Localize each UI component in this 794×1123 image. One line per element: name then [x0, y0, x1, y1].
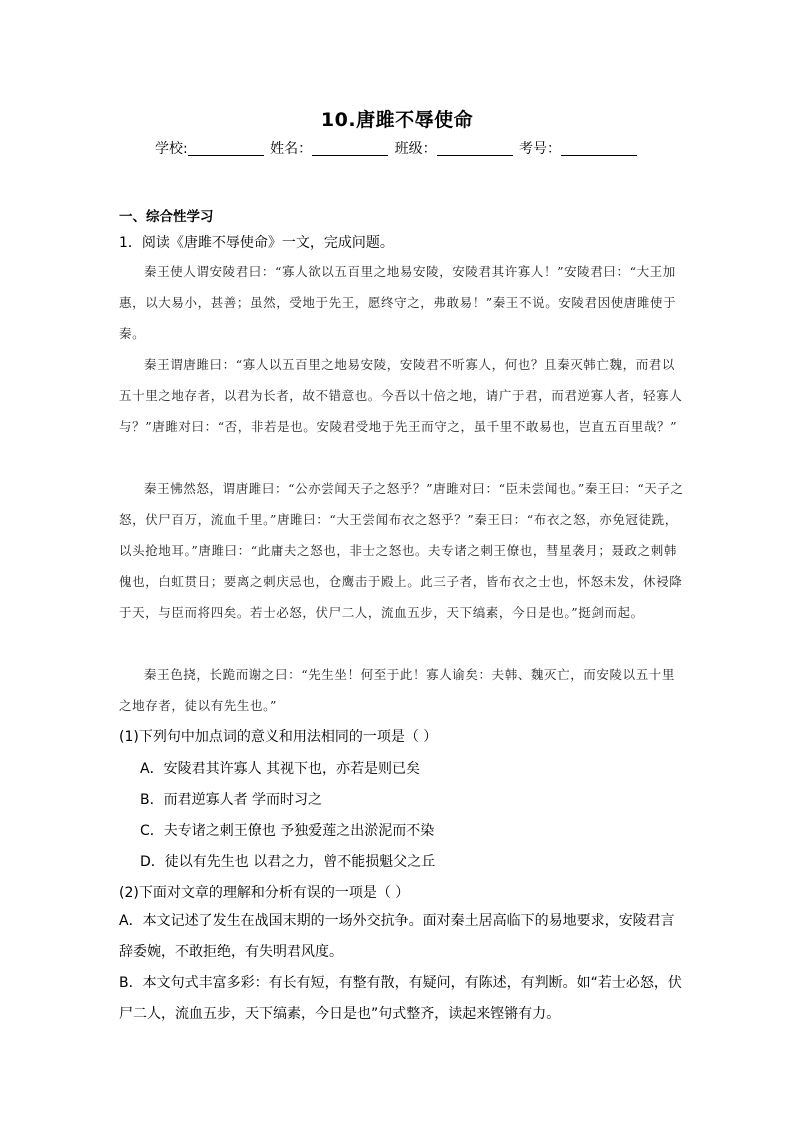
- question-stem: 1．阅读《唐雎不辱使命》一文，完成问题。: [119, 235, 394, 251]
- name-label: 姓名：: [270, 141, 313, 157]
- subquestion-2-stem: (2)下面对文章的理解和分析有误的一项是（ ）: [119, 885, 410, 901]
- section-heading: 一、综合性学习: [119, 209, 214, 225]
- subquestion-2-option-a[interactable]: A．本文记述了发生在战国末期的一场外交抗争。面对秦土居高临下的易地要求，安陵君言辞委婉，不敢拒绝，有失明君风度。: [119, 913, 675, 960]
- school-label: 学校:: [154, 141, 188, 157]
- student-info-line: [0, 138, 794, 158]
- passage-paragraph-4: 秦王色挠，长跪而谢之曰：“先生坐！何至于此！寡人谕矣：夫韩、魏灭亡，而安陵以五十里之地存者，徒以有先生也。”: [119, 667, 675, 713]
- subquestion-1-option-c[interactable]: C．夫专诸之刺王僚也 予独爱莲之出淤泥而不染: [140, 823, 435, 839]
- passage-paragraph-1: 秦王使人谓安陵君曰：“寡人欲以五百里之地易安陵，安陵君其许寡人！”安陵君曰：“大王加惠，以大易小，甚善；虽然，受地于先王，愿终守之，弗敢易！”秦王不说。安陵君因使唐雎使于秦。: [119, 264, 677, 341]
- passage-paragraph-2: 秦王谓唐雎曰：“寡人以五百里之地易安陵，安陵君不听寡人，何也？且秦灭韩亡魏，而君以五十里之地存者，以君为长者，故不错意也。今吾以十倍之地，请广于君，而君逆寡人者，轻寡人与？”唐雎对曰：“否，非若是也。安陵君受地于先王而守之，虽千里不敢易也，岂直五百里哉？”: [119, 357, 683, 434]
- class-blank[interactable]: [437, 141, 513, 156]
- subquestion-1-option-a[interactable]: A．安陵君其许寡人 其视下也，亦若是则已矣: [140, 761, 421, 777]
- subquestion-1-stem: (1)下列句中加点词的意义和用法相同的一项是（ ）: [119, 729, 438, 745]
- subquestion-1-option-b[interactable]: B．而君逆寡人者 学而时习之: [140, 792, 323, 808]
- page-title: 10.唐雎不辱使命: [320, 109, 474, 131]
- subquestion-1-option-d[interactable]: D．徒以有先生也 以君之力，曾不能损魁父之丘: [140, 854, 436, 870]
- subquestion-2-option-b[interactable]: B．本文句式丰富多彩：有长有短，有整有散，有疑问，有陈述，有判断。如“若士必怒，伏尸二人，流血五步，天下缟素，今日是也”句式整齐，读起来铿锵有力。: [119, 975, 682, 1022]
- name-blank[interactable]: [312, 141, 388, 156]
- passage-paragraph-3: 秦王怫然怒，谓唐雎曰：“公亦尝闻天子之怒乎？”唐雎对曰：“臣未尝闻也。”秦王曰：“天子之怒，伏尸百万，流血千里。”唐雎曰：“大王尝闻布衣之怒乎？”秦王曰：“布衣之怒，亦免冠徒跣，以头抢地耳。”唐雎曰：“此庸夫之怒也，非士之怒也。夫专诸之刺王僚也，彗星袭月；聂政之刺韩傀也，白虹贯日；要离之刺庆忌也，仓鹰击于殿上。此三子者，皆布衣之士也，怀怒未发，休祲降于天，与臣而将四矣。若士必怒，伏尸二人，流血五步，天下缟素，今日是也。”挺剑而起。: [119, 481, 684, 620]
- school-blank[interactable]: [188, 141, 264, 156]
- class-label: 班级：: [394, 141, 437, 157]
- number-blank[interactable]: [561, 141, 637, 156]
- number-label: 考号：: [519, 141, 562, 157]
